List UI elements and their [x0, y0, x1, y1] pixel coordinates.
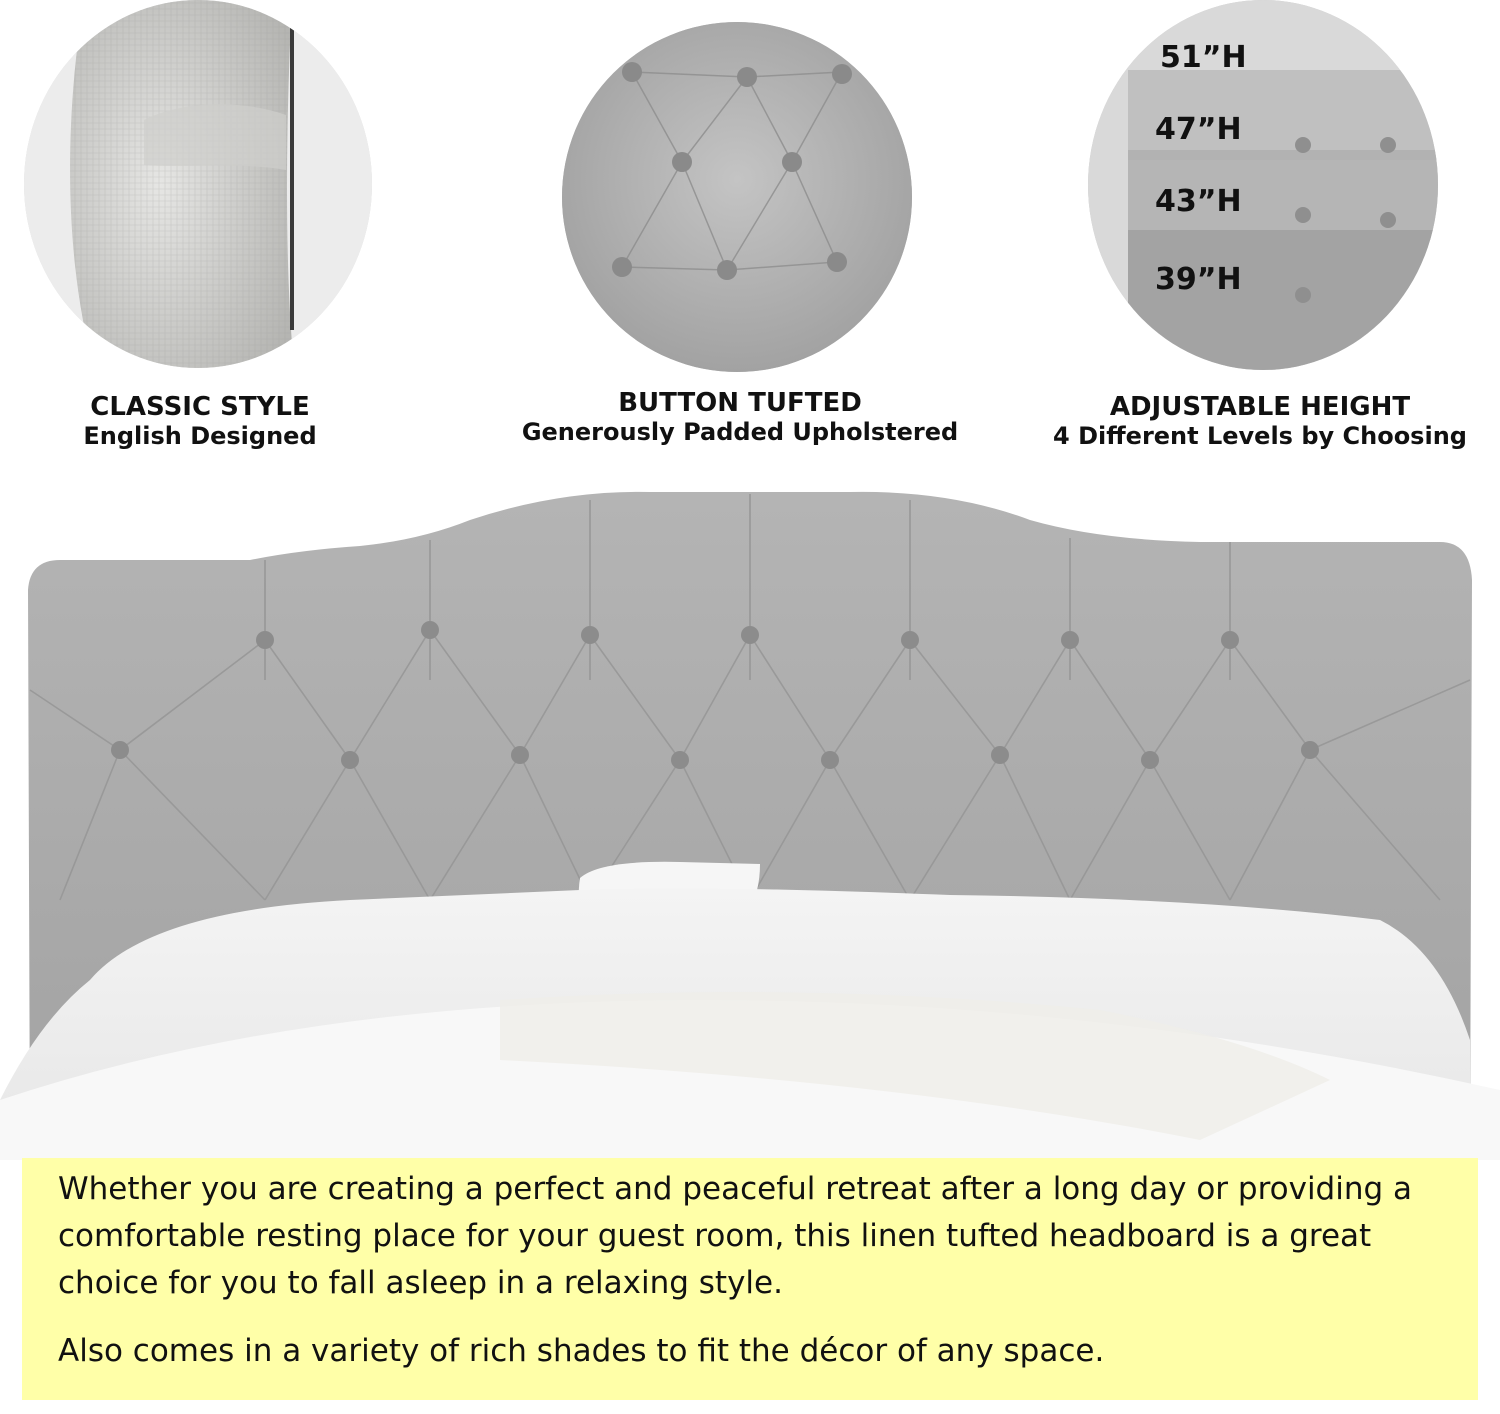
- height-label-39: 39”H: [1155, 262, 1242, 297]
- headboard-photo: [0, 480, 1500, 1160]
- feature-caption-height: [1040, 392, 1480, 450]
- fabric-closeup-image: [24, 0, 372, 368]
- feature-subtitle: Generously Padded Upholstered: [521, 418, 959, 446]
- description-paragraph-2: Also comes in a variety of rich shades to fit the décor of any space.: [58, 1333, 1105, 1369]
- description-paragraph-1: Whether you are creating a perfect and peaceful retreat after a long day or providing a comfortable resting place for your guest room, this linen tufted headboard is a great choice for you to fall asleep in a relaxing style.: [58, 1171, 1413, 1301]
- feature-subtitle: English Designed: [83, 422, 317, 450]
- feature-caption-tufted: [500, 388, 980, 446]
- height-label-47: 47”H: [1155, 112, 1242, 147]
- feature-title: BUTTON TUFTED: [618, 388, 862, 418]
- height-label-43: 43”H: [1155, 184, 1242, 219]
- height-levels-image: [1088, 0, 1438, 370]
- feature-subtitle: 4 Different Levels by Choosing: [1053, 422, 1467, 450]
- feature-title: CLASSIC STYLE: [90, 392, 310, 422]
- tufted-buttons-image: [562, 22, 912, 372]
- feature-title: ADJUSTABLE HEIGHT: [1109, 392, 1411, 422]
- feature-caption-classic: [40, 392, 360, 450]
- height-label-51: 51”H: [1160, 40, 1247, 75]
- description-box: [22, 1158, 1478, 1400]
